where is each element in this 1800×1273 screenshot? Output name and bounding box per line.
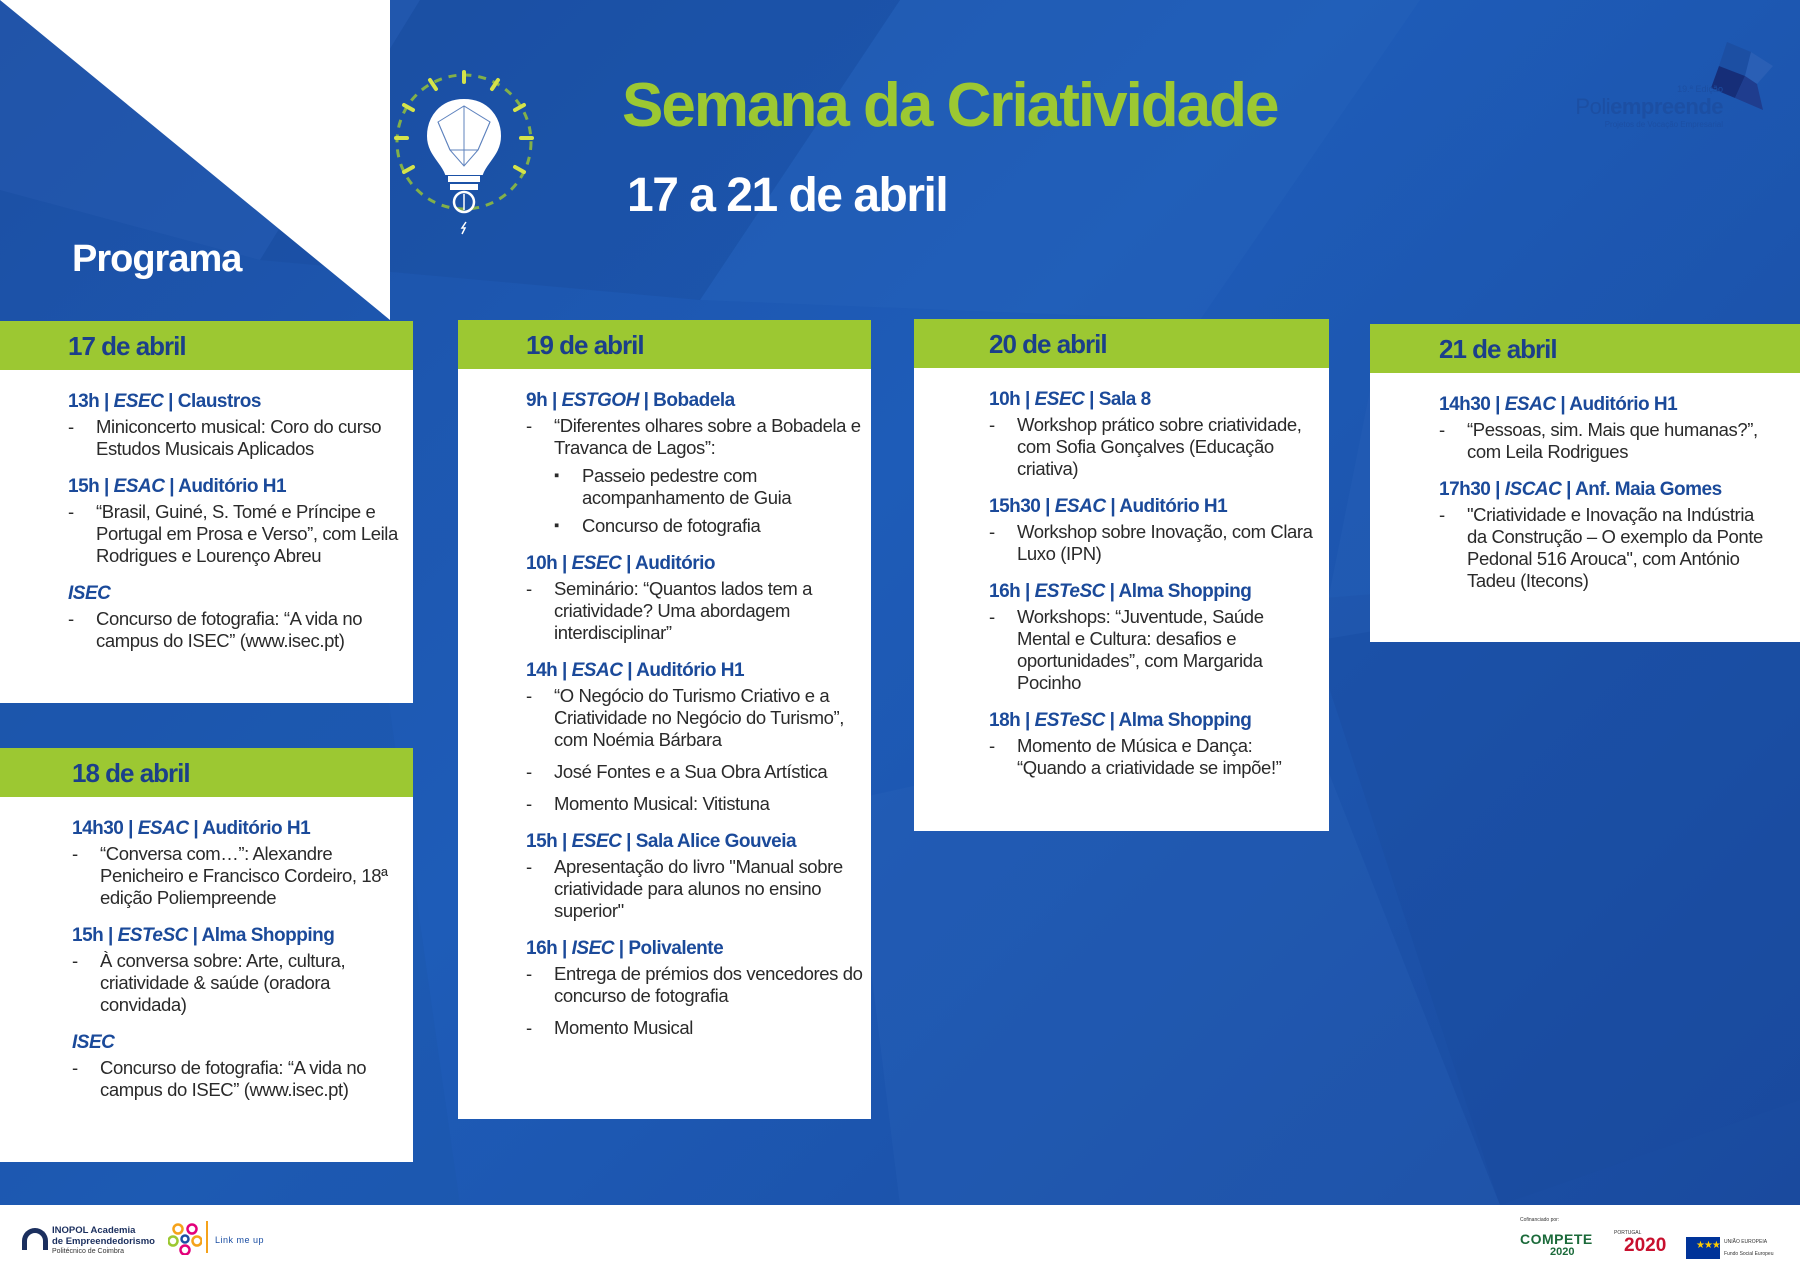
event-item: - Workshops: “Juventude, Saúde Mental e Cultura: desafios e oportunidades”, com Margarida Pocinho xyxy=(989,606,1321,694)
separator: | xyxy=(1040,496,1055,517)
event-header xyxy=(989,710,1321,732)
day-card-header: 21 de abril xyxy=(1370,324,1800,373)
inopol-name-line1: INOPOL Academia xyxy=(52,1225,136,1236)
event-entry xyxy=(526,660,863,815)
linkmeup-divider xyxy=(206,1221,208,1253)
separator: | xyxy=(99,476,114,497)
event-header xyxy=(989,581,1321,603)
event-school: ESTeSC xyxy=(1034,710,1105,731)
event-item: - Momento de Música e Dança: “Quando a criatividade se impõe!” xyxy=(989,735,1321,779)
separator: | xyxy=(187,925,202,946)
eu-label: UNIÃO EUROPEIA xyxy=(1724,1239,1768,1245)
day-card-20-abril xyxy=(914,319,1329,831)
funding-logos xyxy=(1518,1215,1788,1265)
event-item: - À conversa sobre: Arte, cultura, criatividade & saúde (oradora convidada) xyxy=(72,950,405,1016)
inopol-institution: Politécnico de Coimbra xyxy=(52,1248,124,1255)
separator: | xyxy=(1561,479,1576,500)
day-card-18-abril xyxy=(0,748,413,1162)
event-school: ESEC xyxy=(1034,389,1085,410)
event-item: - “Pessoas, sim. Mais que humanas?”, com Leila Rodrigues xyxy=(1439,419,1770,463)
inopol-name-line2: de Empreendedorismo xyxy=(52,1236,155,1247)
separator: | xyxy=(1490,394,1505,415)
event-place: Auditório xyxy=(635,553,715,574)
event-time: 13h xyxy=(68,391,100,412)
event-place: Auditório H1 xyxy=(202,818,311,839)
event-subitem: ▪ Concurso de fotografia xyxy=(526,515,863,537)
event-header xyxy=(989,496,1321,518)
event-time: 16h xyxy=(989,581,1021,602)
day-card-17-abril xyxy=(0,321,413,703)
event-entry xyxy=(526,553,863,644)
event-time: 15h30 xyxy=(989,496,1041,517)
event-place: Bobadela xyxy=(653,390,735,411)
cofinanced-label: Cofinanciado por: xyxy=(1520,1217,1560,1223)
event-item: - Entrega de prémios dos vencedores do concurso de fotografia xyxy=(526,963,863,1007)
event-school: ESAC xyxy=(1504,394,1556,415)
event-entry xyxy=(989,581,1321,694)
event-time: 15h xyxy=(72,925,104,946)
event-entry xyxy=(989,710,1321,779)
event-place: Auditório H1 xyxy=(178,476,287,497)
event-place: Sala 8 xyxy=(1098,389,1151,410)
event-item: - “O Negócio do Turismo Criativo e a Criatividade no Negócio do Turismo”, com Noémia Bárbara xyxy=(526,685,863,751)
day-card-body xyxy=(989,389,1321,795)
event-item: - Workshop sobre Inovação, com Clara Luxo (IPN) xyxy=(989,521,1321,565)
event-school: ESAC xyxy=(571,660,623,681)
event-time: 16h xyxy=(526,938,558,959)
portugal-2020-logo: 2020 xyxy=(1624,1235,1667,1256)
logo-brand xyxy=(1575,94,1723,120)
event-time: 14h xyxy=(526,660,558,681)
event-header xyxy=(526,390,863,412)
event-school: ISEC xyxy=(68,583,111,604)
separator: | xyxy=(638,390,654,411)
day-card-body xyxy=(526,390,863,1055)
logo-tagline: Projetos de Vocação Empresarial xyxy=(1604,120,1723,129)
day-card-header: 19 de abril xyxy=(458,320,871,369)
event-entry xyxy=(72,925,405,1016)
event-time: 15h xyxy=(68,476,100,497)
eu-fund-label: Fundo Social Europeu xyxy=(1724,1251,1774,1257)
event-header xyxy=(1439,394,1770,416)
separator: | xyxy=(164,476,179,497)
day-card-21-abril xyxy=(1370,324,1800,642)
event-entry xyxy=(68,391,405,460)
event-school: ESEC xyxy=(113,391,164,412)
event-item: - Momento Musical xyxy=(526,1017,863,1039)
event-item: - “Brasil, Guiné, S. Tomé e Príncipe e Portugal em Prosa e Verso”, com Leila Rodrigues e Lourenço Abreu xyxy=(68,501,405,567)
logo-brand-light: Poli xyxy=(1575,94,1611,119)
event-place: Alma Shopping xyxy=(1118,581,1252,602)
event-header xyxy=(526,938,863,960)
separator: | xyxy=(99,391,114,412)
separator: | xyxy=(557,938,572,959)
linkmeup-logo xyxy=(168,1221,265,1260)
event-place: Auditório H1 xyxy=(1119,496,1228,517)
event-place: Claustros xyxy=(177,391,261,412)
event-item: - Workshop prático sobre criatividade, com Sofia Gonçalves (Educação criativa) xyxy=(989,414,1321,480)
event-entry xyxy=(526,938,863,1039)
day-card-body xyxy=(68,391,405,668)
separator: | xyxy=(1020,710,1035,731)
linkmeup-logo-icon xyxy=(168,1221,202,1255)
separator: | xyxy=(1555,394,1570,415)
event-item: - Seminário: “Quantos lados tem a criatividade? Uma abordagem interdisciplinar” xyxy=(526,578,863,644)
event-time: 10h xyxy=(526,553,558,574)
section-title: Programa xyxy=(72,238,242,280)
separator: | xyxy=(613,938,629,959)
eu-flag-icon: ★★★ xyxy=(1686,1237,1720,1259)
separator: | xyxy=(1084,389,1099,410)
event-entry xyxy=(68,583,405,652)
event-item: - “Diferentes olhares sobre a Bobadela e Travanca de Lagos”: xyxy=(526,415,863,459)
event-header xyxy=(68,391,405,413)
event-entry xyxy=(68,476,405,567)
separator: | xyxy=(1104,581,1119,602)
day-card-19-abril xyxy=(458,320,871,1119)
event-header xyxy=(72,1032,405,1054)
event-header xyxy=(68,583,405,605)
event-time: 9h xyxy=(526,390,548,411)
separator: | xyxy=(621,831,636,852)
separator: | xyxy=(547,390,562,411)
event-place: Anf. Maia Gomes xyxy=(1575,479,1722,500)
footer xyxy=(0,1205,1800,1273)
event-entry xyxy=(989,389,1321,480)
event-subitem: ▪ Passeio pedestre com acompanhamento de Guia xyxy=(526,465,863,509)
separator: | xyxy=(188,818,203,839)
event-school: ESTGOH xyxy=(561,390,639,411)
separator: | xyxy=(1020,389,1035,410)
event-header xyxy=(72,818,405,840)
separator: | xyxy=(557,831,572,852)
separator: | xyxy=(103,925,118,946)
event-time: 14h30 xyxy=(72,818,124,839)
event-school: ISEC xyxy=(571,938,614,959)
event-school: ESAC xyxy=(113,476,165,497)
event-item: - Concurso de fotografia: “A vida no campus do ISEC” (www.isec.pt) xyxy=(68,608,405,652)
event-place: Alma Shopping xyxy=(1118,710,1252,731)
separator: | xyxy=(1020,581,1035,602)
separator: | xyxy=(1104,710,1119,731)
separator: | xyxy=(622,660,637,681)
compete-year: 2020 xyxy=(1550,1246,1575,1258)
event-item: - “Conversa com…”: Alexandre Penicheiro e Francisco Cordeiro, 18ª edição Poliempreende xyxy=(72,843,405,909)
event-entry xyxy=(72,1032,405,1101)
lightbulb-icon xyxy=(382,70,542,235)
event-entry xyxy=(526,390,863,537)
event-item: - José Fontes e a Sua Obra Artística xyxy=(526,761,863,783)
event-school: ESEC xyxy=(571,553,622,574)
portugal-label: PORTUGAL xyxy=(1614,1230,1642,1236)
event-header xyxy=(989,389,1321,411)
event-school: ESTeSC xyxy=(117,925,188,946)
event-entry xyxy=(526,831,863,922)
separator: | xyxy=(1105,496,1120,517)
event-place: Sala Alice Gouveia xyxy=(635,831,797,852)
day-card-body xyxy=(72,818,405,1117)
event-item: - Apresentação do livro "Manual sobre criatividade para alunos no ensino superior" xyxy=(526,856,863,922)
event-entry xyxy=(1439,394,1770,463)
event-time: 15h xyxy=(526,831,558,852)
event-school: ISEC xyxy=(72,1032,115,1053)
separator: | xyxy=(557,553,572,574)
event-school: ESEC xyxy=(571,831,622,852)
event-header xyxy=(72,925,405,947)
logo-brand-bold: empreende xyxy=(1610,94,1723,119)
event-dates: 17 a 21 de abril xyxy=(627,169,948,222)
event-header xyxy=(526,553,863,575)
event-time: 14h30 xyxy=(1439,394,1491,415)
separator: | xyxy=(1490,479,1505,500)
event-place: Alma Shopping xyxy=(201,925,335,946)
event-school: ESTeSC xyxy=(1034,581,1105,602)
separator: | xyxy=(163,391,178,412)
logo-edition: 19.ª Edição xyxy=(1677,84,1723,94)
event-time: 18h xyxy=(989,710,1021,731)
event-item: - Momento Musical: Vitistuna xyxy=(526,793,863,815)
event-school: ESAC xyxy=(137,818,189,839)
event-item: - "Criatividade e Inovação na Indústria da Construção – O exemplo da Ponte Pedonal 516 Arouca", com António Tadeu (Itecons) xyxy=(1439,504,1770,592)
event-item: - Miniconcerto musical: Coro do curso Estudos Musicais Aplicados xyxy=(68,416,405,460)
inopol-logo-icon xyxy=(22,1228,48,1250)
event-entry xyxy=(72,818,405,909)
event-entry xyxy=(1439,479,1770,592)
separator: | xyxy=(557,660,572,681)
separator: | xyxy=(621,553,636,574)
day-card-body xyxy=(1439,394,1770,608)
separator: | xyxy=(123,818,138,839)
event-school: ESAC xyxy=(1054,496,1106,517)
event-header xyxy=(1439,479,1770,501)
event-place: Auditório H1 xyxy=(1569,394,1678,415)
event-time: 10h xyxy=(989,389,1021,410)
day-card-header: 17 de abril xyxy=(0,321,413,370)
day-card-header: 20 de abril xyxy=(914,319,1329,368)
event-header xyxy=(526,660,863,682)
linkmeup-text: Link me up xyxy=(215,1235,265,1245)
event-header xyxy=(68,476,405,498)
event-place: Auditório H1 xyxy=(636,660,745,681)
page-title: Semana da Criatividade xyxy=(622,71,1278,140)
event-header xyxy=(526,831,863,853)
event-school: ISCAC xyxy=(1504,479,1562,500)
event-item: - Concurso de fotografia: “A vida no campus do ISEC” (www.isec.pt) xyxy=(72,1057,405,1101)
event-place: Polivalente xyxy=(628,938,724,959)
day-card-header: 18 de abril xyxy=(0,748,413,797)
event-entry xyxy=(989,496,1321,565)
event-time: 17h30 xyxy=(1439,479,1491,500)
poliempreende-logo xyxy=(1575,40,1775,135)
compete-logo: COMPETE xyxy=(1520,1231,1593,1247)
